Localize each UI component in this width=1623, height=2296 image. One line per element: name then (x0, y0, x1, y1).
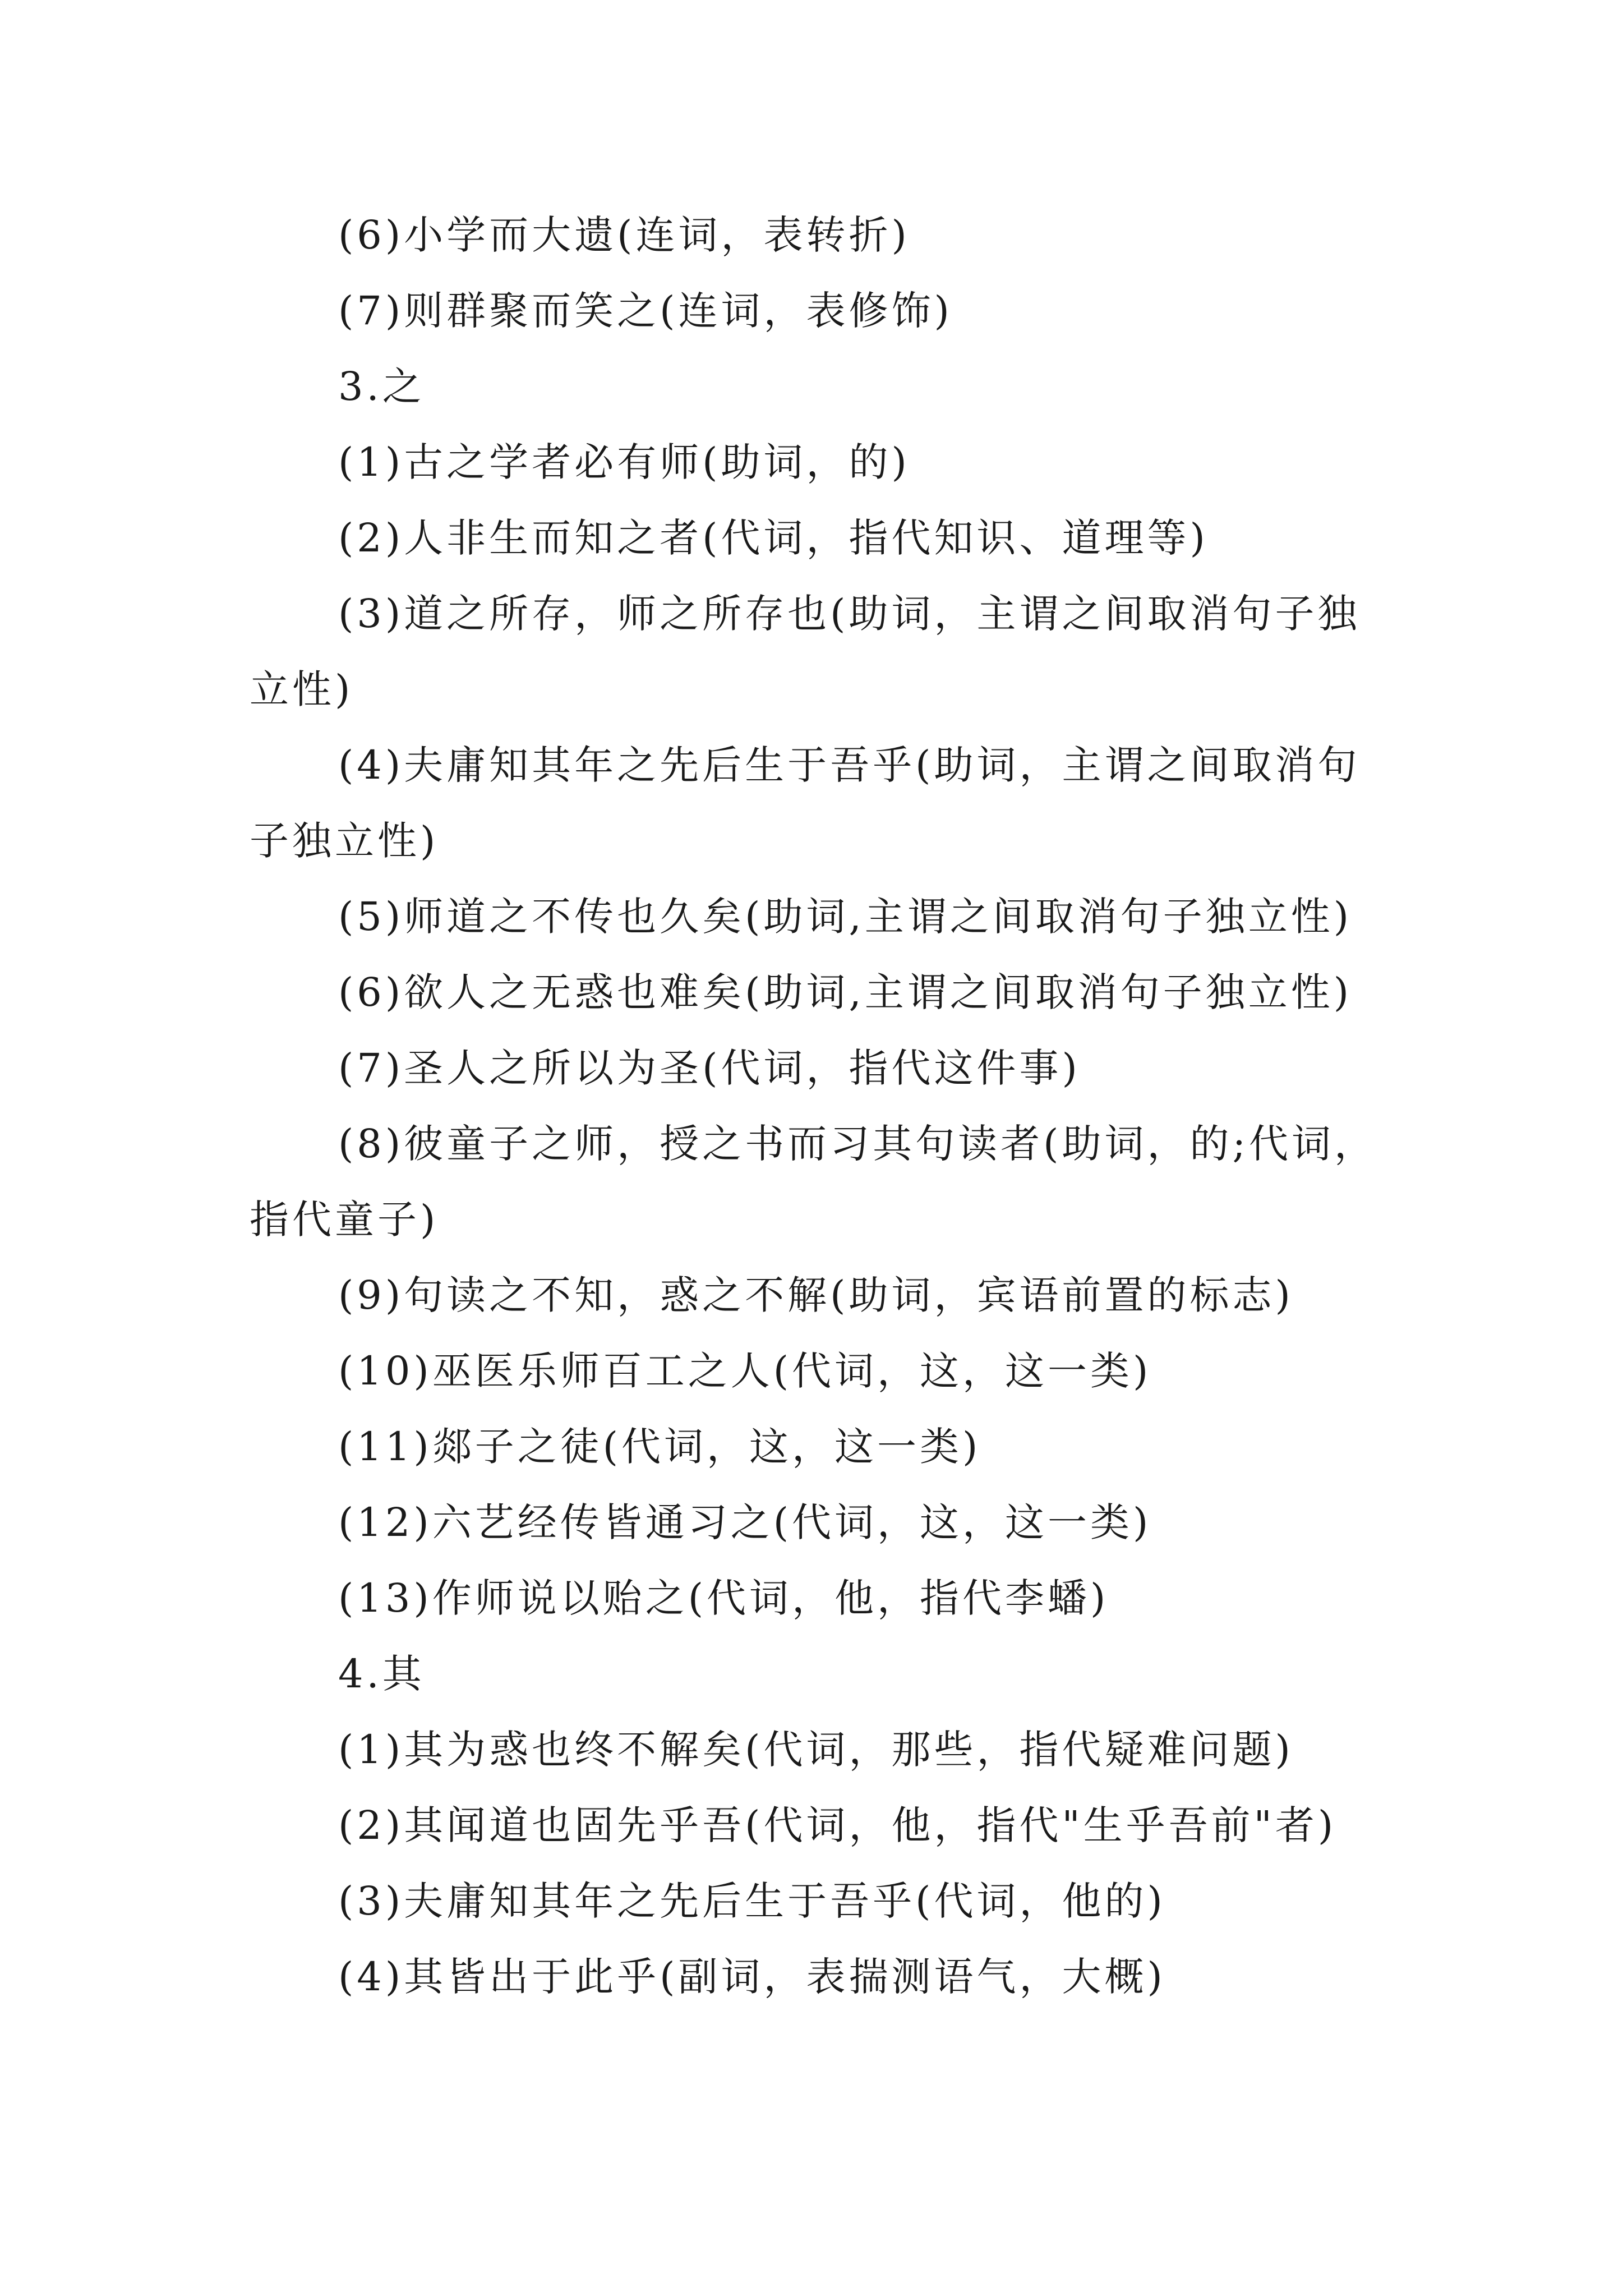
paragraph: (12)六艺经传皆通习之(代词，这，这一类) (338, 1499, 1152, 1545)
paragraph: (10)巫医乐师百工之人(代词，这，这一类) (338, 1348, 1152, 1394)
paragraph: (13)作师说以贻之(代词，他，指代李蟠) (338, 1575, 1109, 1621)
paragraph: (6)小学而大遗(连词，表转折) (338, 212, 910, 258)
paragraph: (1)其为惑也终不解矣(代词，那些，指代疑难问题) (338, 1727, 1294, 1773)
section-heading: 4.其 (338, 1651, 425, 1697)
paragraph: (2)其闻道也固先乎吾(代词，他，指代"生乎吾前"者) (338, 1802, 1337, 1848)
document-body (250, 197, 1388, 2015)
paragraph: (4)其皆出于此乎(副词，表揣测语气，大概) (338, 1954, 1166, 2000)
paragraph: (5)师道之不传也久矣(助词,主谓之间取消句子独立性) (338, 894, 1353, 940)
paragraph: (3)道之所存，师之所存也(助词，主谓之间取消句子独立性) (250, 591, 1361, 712)
paragraph: (11)郯子之徒(代词，这，这一类) (338, 1424, 981, 1470)
paragraph: (3)夫庸知其年之先后生于吾乎(代词，他的) (338, 1878, 1166, 1924)
paragraph: (9)句读之不知，惑之不解(助词，宾语前置的标志) (338, 1272, 1294, 1318)
paragraph: (2)人非生而知之者(代词，指代知识、道理等) (338, 515, 1209, 561)
paragraph: (7)圣人之所以为圣(代词，指代这件事) (338, 1045, 1081, 1091)
paragraph: (4)夫庸知其年之先后生于吾乎(助词，主谓之间取消句子独立性) (250, 742, 1361, 864)
paragraph: (7)则群聚而笑之(连词，表修饰) (338, 288, 953, 334)
paragraph: (6)欲人之无惑也难矣(助词,主谓之间取消句子独立性) (338, 969, 1353, 1015)
section-heading: 3.之 (338, 364, 425, 409)
paragraph: (1)古之学者必有师(助词，的) (338, 439, 910, 485)
paragraph: (8)彼童子之师，授之书而习其句读者(助词，的;代词，指代童子) (250, 1121, 1377, 1243)
